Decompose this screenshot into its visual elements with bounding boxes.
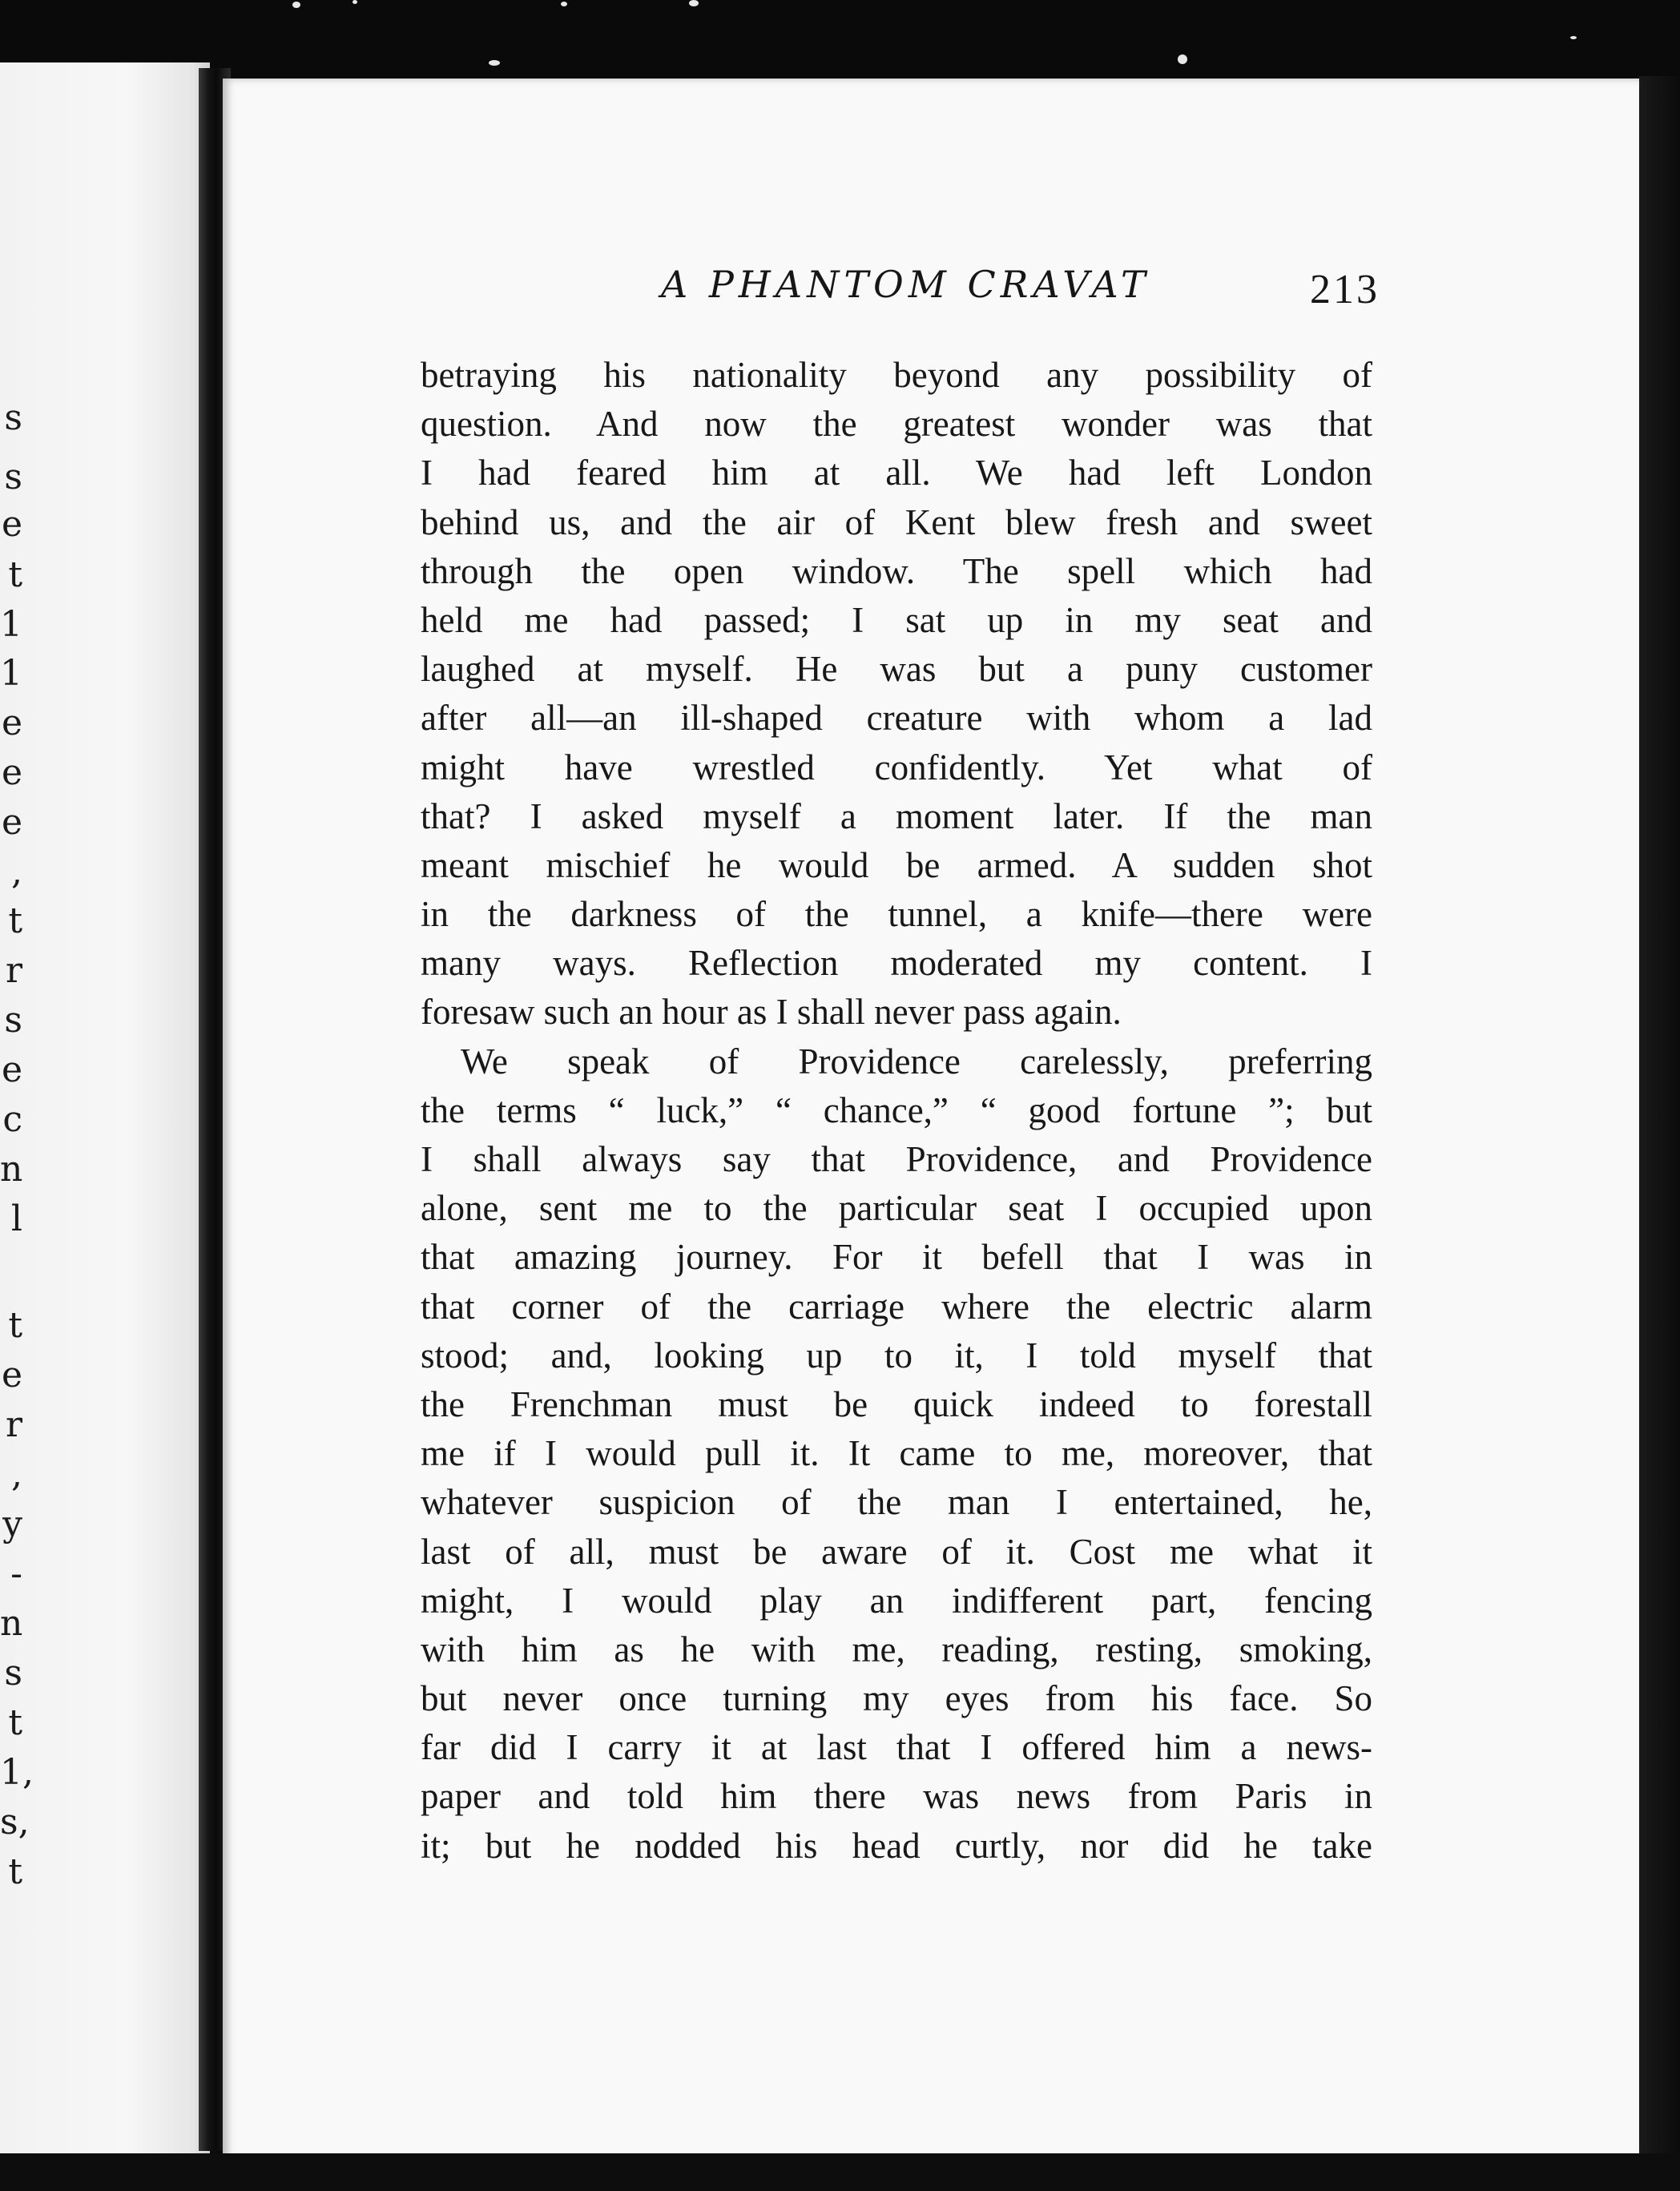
left-fragment: n (0, 1603, 23, 1644)
text-line: that? I asked myself a moment later. If the man (421, 795, 1372, 836)
scan-speck (292, 2, 300, 8)
text-line: alone, sent me to the particular seat I occupied upon (421, 1188, 1372, 1229)
left-fragment: n (0, 1149, 23, 1190)
text-line: in the darkness of the tunnel, a knife—there were (421, 894, 1372, 935)
left-fragment: s (4, 457, 22, 497)
left-fragment: t (8, 554, 22, 595)
left-fragment: e (1, 1049, 22, 1090)
left-fragment: 1 (0, 653, 22, 694)
left-fragment: s (4, 397, 22, 438)
text-line: whatever suspicion of the man I entertained, he, (421, 1482, 1372, 1523)
text-line: stood; and, looking up to it, I told myself that (421, 1335, 1372, 1375)
running-title: A PHANTOM CRAVAT (661, 263, 1150, 306)
page-number: 213 (1310, 267, 1380, 312)
left-fragment: y (2, 1504, 22, 1545)
left-fragment: e (1, 504, 22, 545)
text-line: the Frenchman must be quick indeed to forestall (421, 1383, 1372, 1424)
left-fragment: t (8, 1702, 22, 1743)
text-line: behind us, and the air of Kent blew fresh and sweet (421, 501, 1372, 542)
right-scan-edge (1639, 76, 1680, 2191)
text-line: through the open window. The spell which had (421, 550, 1372, 591)
left-fragment: r (5, 1404, 22, 1445)
left-fragment: r (5, 950, 22, 991)
left-fragment: e (1, 1355, 22, 1396)
text-line: with him as he with me, reading, resting, smoking, (421, 1629, 1372, 1669)
scan-speck (1570, 36, 1577, 39)
left-page-text-fragments (0, 62, 34, 2153)
left-fragment: c (2, 1099, 22, 1140)
text-line: paper and told him there was news from Paris in (421, 1776, 1372, 1817)
scan-speck (689, 0, 699, 6)
left-fragment: l (10, 1198, 22, 1239)
text-line-paragraph-start: We speak of Providence carelessly, preferring (461, 1041, 1372, 1081)
text-line: many ways. Reflection moderated my content. I (421, 943, 1372, 984)
scan-top-border (0, 0, 1680, 76)
left-fragment: e (1, 703, 22, 743)
left-fragment: 1 (0, 604, 22, 645)
scan-speck (489, 60, 500, 66)
left-fragment: - (10, 1553, 22, 1594)
left-fragment: , (11, 1454, 22, 1495)
running-head (421, 263, 1382, 319)
text-line: that amazing journey. For it befell that I was in (421, 1237, 1372, 1278)
bottom-scan-edge (0, 2153, 1680, 2191)
left-fragment: 1, (0, 1752, 34, 1793)
text-line: it; but he nodded his head curtly, nor did he take (421, 1825, 1372, 1866)
text-line: that corner of the carriage where the electric alarm (421, 1286, 1372, 1327)
left-fragment: e (1, 802, 22, 843)
text-line: might, I would play an indifferent part, fencing (421, 1580, 1372, 1621)
left-fragment: t (8, 1305, 22, 1346)
left-fragment: s (4, 1653, 22, 1694)
left-page-strip (0, 62, 210, 2153)
text-line: me if I would pull it. It came to me, moreover, that (421, 1433, 1372, 1474)
text-line: last of all, must be aware of it. Cost me what it (421, 1531, 1372, 1572)
left-fragment: , (11, 852, 22, 892)
left-fragment: e (1, 752, 22, 793)
scan-speck (353, 0, 357, 4)
text-line: meant mischief he would be armed. A sudden shot (421, 844, 1372, 885)
text-line: might have wrestled confidently. Yet what of (421, 747, 1372, 787)
text-line: laughed at myself. He was but a puny customer (421, 649, 1372, 690)
text-line: I had feared him at all. We had left London (421, 453, 1372, 493)
left-fragment: s, (0, 1802, 30, 1843)
left-fragment: s (4, 1000, 22, 1041)
text-line: I shall always say that Providence, and Providence (421, 1139, 1372, 1179)
scan-speck (561, 2, 567, 6)
left-fragment: t (8, 900, 22, 941)
text-line: after all—an ill-shaped creature with whom a lad (421, 698, 1372, 739)
body-text (421, 351, 1372, 1871)
text-line: foresaw such an hour as I shall never pass again. (421, 992, 1122, 1033)
text-line: the terms “ luck,” “ chance,” “ good fortune ”; but (421, 1089, 1372, 1130)
text-line: far did I carry it at last that I offered him a news- (421, 1727, 1372, 1768)
left-fragment: t (8, 1851, 22, 1892)
scan-speck (1178, 54, 1187, 64)
text-line: betraying his nationality beyond any possibility of (421, 355, 1372, 395)
text-line: held me had passed; I sat up in my seat and (421, 599, 1372, 640)
text-line: question. And now the greatest wonder was that (421, 404, 1372, 445)
text-line: but never once turning my eyes from his face. So (421, 1678, 1372, 1719)
